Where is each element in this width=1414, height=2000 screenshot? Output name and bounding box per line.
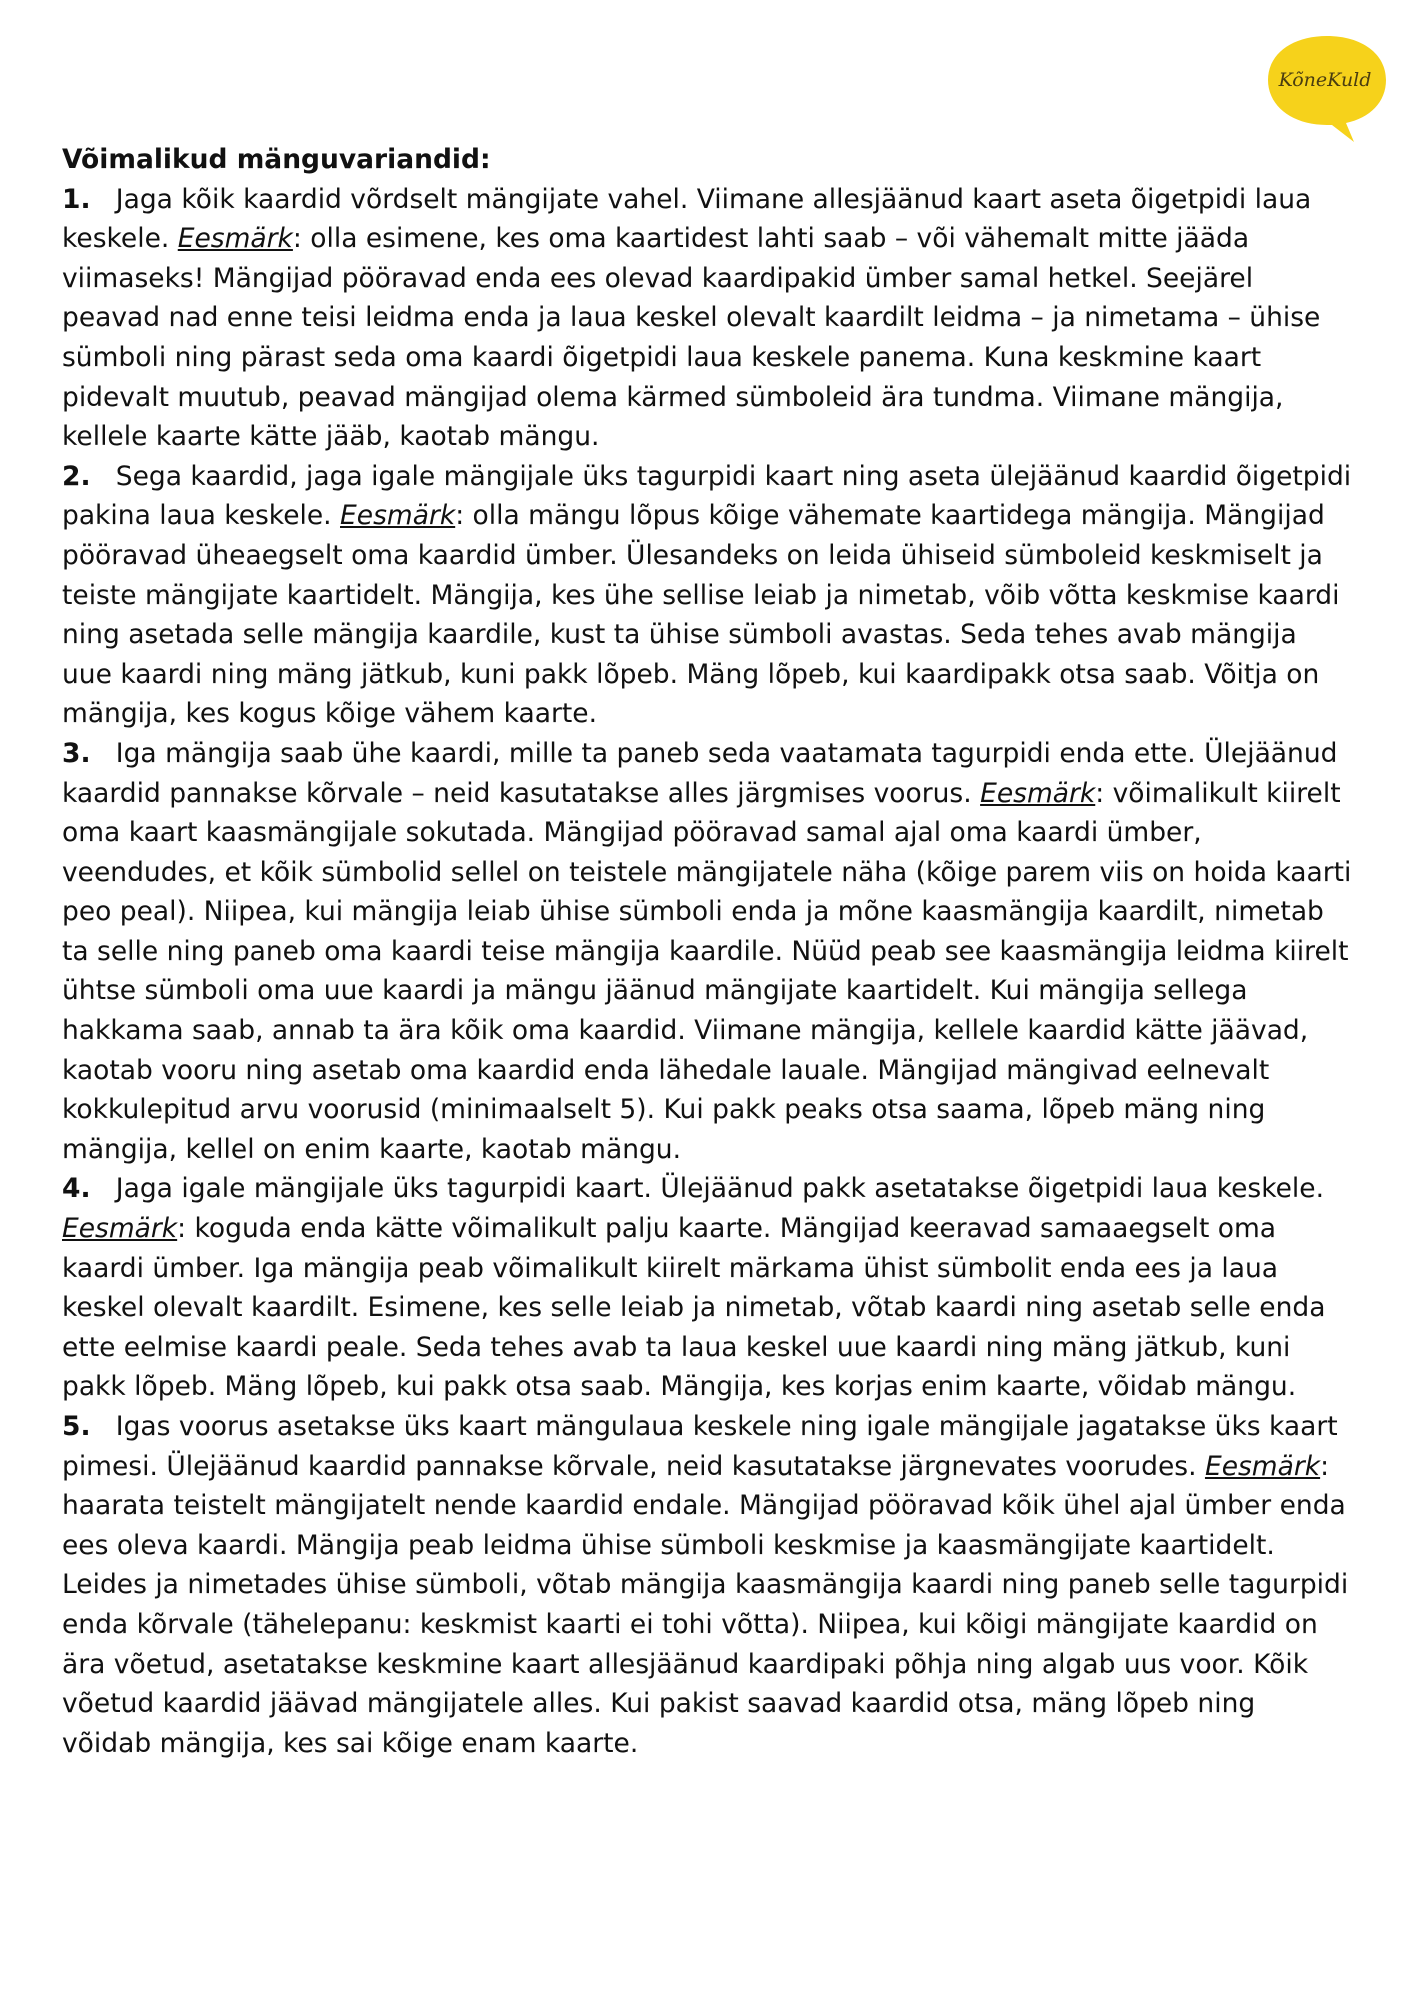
variant-paragraph [62, 1407, 1352, 1763]
variant-intro-text: Sega kaardid, jaga igale mängijale üks tagurpidi kaart ning aseta ülejäänud kaardid õigetpidi pakina laua keskele. [62, 460, 1352, 532]
variant-paragraph [62, 180, 1352, 457]
variant-rules-text: : olla esimene, kes oma kaartidest lahti saab – või vähemalt mitte jääda viimaseks! Mängijad pööravad enda ees olevad kaardipakid ümber samal hetkel. Seejärel peavad nad enne teisi leidma enda ja laua keskel olevalt kaardilt leidma – ja nimetama – ühise sümboli ning pärast seda oma kaardi õigetpidi laua keskele panema. Kuna keskmine kaart pidevalt muutub, peavad mängijad olema kärmed sümboleid ära tundma. Viimane mängija, kellele kaarte kätte jääb, kaotab mängu. [62, 223, 1321, 453]
goal-label: Eesmärk [1204, 1450, 1321, 1482]
variant-intro-text: Jaga igale mängijale üks tagurpidi kaart. Ülejäänud pakk asetatakse õigetpidi laua keskele. [115, 1173, 1325, 1205]
variant-number: 2. [62, 460, 91, 492]
goal-label: Eesmärk [177, 223, 293, 255]
goal-label: Eesmärk [62, 1213, 178, 1245]
variant-rules-text: : olla mängu lõpus kõige vähemate kaartidega mängija. Mängijad pööravad üheaegselt oma kaardid ümber. Ülesandeks on leida ühiseid sümboleid keskmiselt ja teiste mängijate kaartidelt. Mängija, kes ühe sellise leiab ja nimetab, võib võtta keskmise kaardi ning asetada selle mängija kaardile, kust ta ühise sümboli avastas. Seda tehes avab mängija uue kaardi ning mäng jätkub, kuni pakk lõpeb. Mäng lõpeb, kui kaardipakk otsa saab. Võitja on mängija, kes kogus kõige vähem kaarte. [62, 500, 1340, 730]
speech-bubble-logo-icon [1262, 30, 1392, 148]
variant-rules-text: : koguda enda kätte võimalikult palju kaarte. Mängijad keeravad samaaegselt oma kaardi ümber. Iga mängija peab võimalikult kiirelt märkama ühist sümbolit enda ees ja laua keskel olevalt kaardilt. Esimene, kes selle leiab ja nimetab, võtab kaardi ning asetab selle enda ette eelmise kaardi peale. Seda tehes avab ta laua keskel uue kaardi ning mäng jätkub, kuni pakk lõpeb. Mäng lõpeb, kui pakk otsa saab. Mängija, kes korjas enim kaarte, võidab mängu. [62, 1213, 1326, 1403]
variant-intro-text: Igas voorus asetakse üks kaart mängulaua keskele ning igale mängijale jagatakse üks kaart pimesi. Ülejäänud kaardid pannakse kõrvale, neid kasutatakse järgnevates voorudes. [62, 1411, 1338, 1482]
variant-paragraph [62, 1169, 1352, 1407]
kone-kuld-logo [1262, 30, 1392, 148]
variant-paragraph [62, 734, 1352, 1170]
goal-label: Eesmärk [980, 777, 1096, 809]
goal-label: Eesmärk [340, 500, 456, 532]
variant-intro-text: Jaga kõik kaardid võrdselt mängijate vahel. Viimane allesjäänud kaart aseta õigetpidi laua keskele. [62, 183, 1312, 255]
variant-number: 1. [62, 183, 91, 215]
logo-wordmark: KõneKuld [1278, 69, 1372, 91]
variant-list [62, 180, 1352, 1764]
variant-number: 4. [62, 1173, 91, 1205]
variant-paragraph [62, 457, 1352, 734]
variant-rules-text: : võimalikult kiirelt oma kaart kaasmängijale sokutada. Mängijad pööravad samal ajal oma kaardi ümber, veendudes, et kõik sümbolid sellel on teistele mängijatele näha (kõige parem viis on hoida kaarti peo peal). Niipea, kui mängija leiab ühise sümboli enda ja mõne kaasmängija kaardilt, nimetab ta selle ning paneb oma kaardi teise mängija kaardile. Nüüd peab see kaasmängija leidma kiirelt ühtse sümboli oma uue kaardi ja mängu jäänud mängijate kaartidelt. Kui mängija sellega hakkama saab, annab ta ära kõik oma kaardid. Viimane mängija, kellele kaardid kätte jäävad, kaotab vooru ning asetab oma kaardid enda lähedale lauale. Mängijad mängivad eelnevalt kokkulepitud arvu voorusid (minimaalselt 5). Kui pakk peaks otsa saama, lõpeb mäng ning mängija, kellel on enim kaarte, kaotab mängu. [62, 777, 1352, 1165]
variant-intro-text: Iga mängija saab ühe kaardi, mille ta paneb seda vaatamata tagurpidi enda ette. Ülejäänud kaardid pannakse kõrvale – neid kasutatakse alles järgmises voorus. [62, 737, 1338, 809]
variant-number: 3. [62, 737, 91, 769]
document-body [62, 140, 1352, 1763]
variant-number: 5. [62, 1411, 91, 1442]
section-heading: Võimalikud mänguvariandid: [62, 144, 491, 175]
variant-rules-text: : haarata teistelt mängijatelt nende kaardid endale. Mängijad pööravad kõik ühel ajal ümber enda ees oleva kaardi. Mängija peab leidma ühise sümboli keskmise ja kaasmängijate kaartidelt. Leides ja nimetades ühise sümboli, võtab mängija kaasmängija kaardi ning paneb selle tagurpidi enda kõrvale (tähelepanu: keskmist kaarti ei tohi võtta). Niipea, kui kõigi mängijate kaardid on ära võetud, asetatakse keskmine kaart allesjäänud kaardipaki põhja ning algab uus voor. Kõik võetud kaardid jäävad mängijatele alles. Kui pakist saavad kaardid otsa, mäng lõpeb ning võidab mängija, kes sai kõige enam kaarte. [62, 1450, 1349, 1759]
